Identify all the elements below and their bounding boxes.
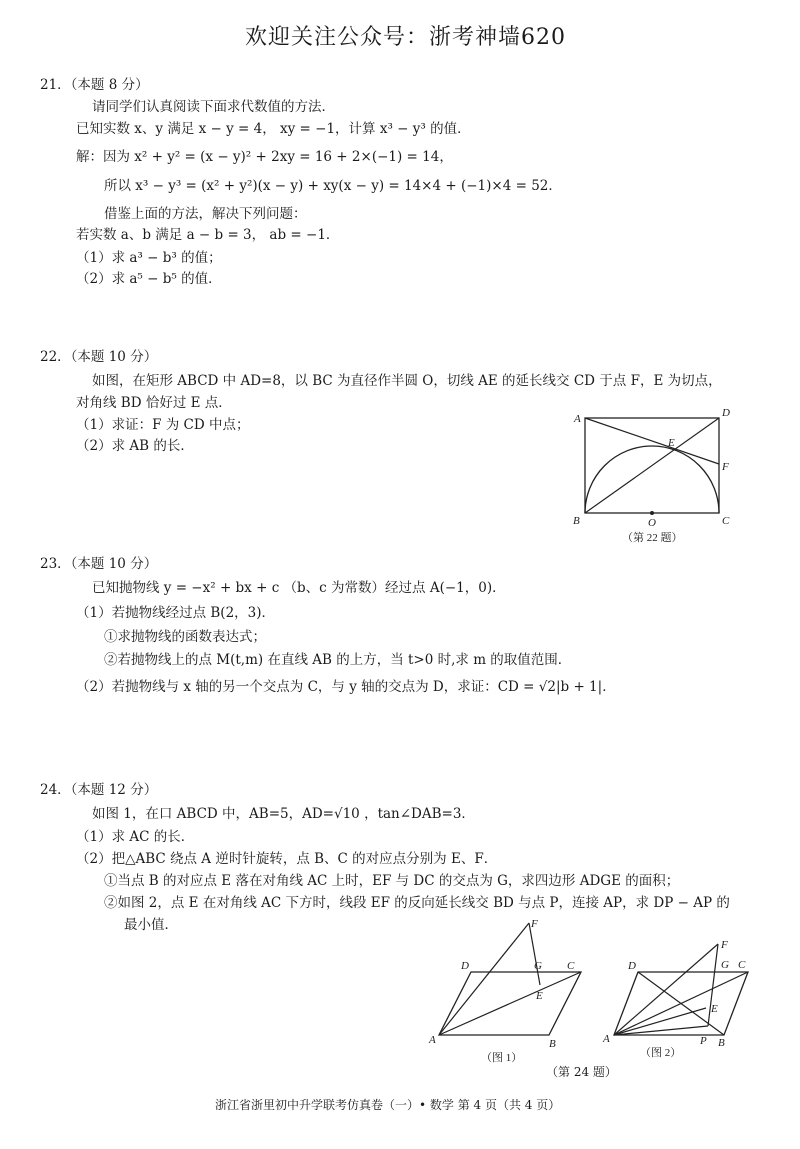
semicircle-o — [585, 446, 719, 513]
q24-caption: （第 24 题） — [546, 1065, 617, 1079]
label-c: C — [722, 515, 730, 527]
page-header: 欢迎关注公众号：浙考神墙620 — [245, 25, 566, 50]
q21-solution-1: 解：因为 x² + y² = (x − y)² + 2xy = 16 + 2×(−1) = 14， — [76, 149, 453, 165]
q23-line-1: 已知抛物线 y = −x² + bx + c （b、c 为常数）经过点 A(−1，0)． — [92, 580, 506, 596]
label-e: E — [536, 990, 543, 1002]
label-f: F — [722, 461, 729, 473]
page-footer: 浙江省浙里初中升学联考仿真卷（一）• 数学 第 4 页（共 4 页） — [215, 1098, 561, 1112]
segment-af — [439, 923, 529, 1035]
label-g: G — [534, 960, 542, 972]
q24-line-1: 如图 1，在口 ABCD 中，AB=5，AD=√10 ，tan∠DAB=3． — [92, 806, 475, 822]
q24-part-2a: ①当点 B 的对应点 E 落在对角线 AC 上时，EF 与 DC 的交点为 G，求四边形 ADGE 的面积； — [104, 873, 680, 889]
label-o: O — [648, 517, 656, 529]
q24-figure-2 — [600, 930, 760, 1065]
q22-part-1: （1）求证：F 为 CD 中点； — [76, 417, 250, 433]
q22-caption: （第 22 题） — [622, 532, 683, 544]
label-a: A — [429, 1034, 436, 1046]
segment-fe — [529, 923, 540, 985]
label-e: E — [668, 437, 675, 449]
label-f: F — [721, 939, 728, 951]
label-d: D — [461, 960, 469, 972]
label-d: D — [722, 407, 730, 419]
q24-part-2: （2）把△ABC 绕点 A 逆时针旋转，点 B、C 的对应点分别为 E、F． — [76, 851, 498, 867]
q22-line-1: 如图，在矩形 ABCD 中 AD=8，以 BC 为直径作半圆 O，切线 AE 的延长线交 CD 于点 F，E 为切点， — [92, 373, 722, 389]
label-b: B — [718, 1037, 725, 1049]
q23-part-1b: ②若抛物线上的点 M(t,m) 在直线 AB 的上方，当 t>0 时,求 m 的取值范围． — [104, 652, 572, 668]
q22-figure — [570, 400, 740, 548]
q23-heading: 23．（本题 10 分） — [40, 556, 158, 572]
q22-line-2: 对角线 BD 恰好过 E 点． — [76, 395, 232, 411]
label-b: B — [549, 1038, 556, 1050]
q24-figure-1 — [425, 915, 595, 1065]
q21-reference: 借鉴上面的方法，解决下列问题： — [104, 206, 307, 222]
label-a: A — [603, 1033, 610, 1045]
label-c: C — [567, 960, 575, 972]
q24-part-2b: ②如图 2，点 E 在对角线 AC 下方时，线段 EF 的反向延长线交 BD 与点 P，连接 AP，求 DP − AP 的 — [104, 895, 730, 911]
q24-part-2b-cont: 最小值． — [124, 917, 178, 933]
q23-part-1: （1）若抛物线经过点 B(2，3)． — [76, 605, 276, 621]
tangent-af — [585, 418, 719, 464]
q21-intro: 请同学们认真阅读下面求代数值的方法． — [92, 99, 335, 115]
q24-fig2-caption: （图 2） — [640, 1047, 682, 1059]
label-f: F — [531, 918, 538, 930]
q21-part-1: （1）求 a³ − b³ 的值； — [76, 250, 222, 266]
q21-given: 已知实数 x、y 满足 x − y = 4， xy = −1，计算 x³ − y³ 的值． — [76, 121, 471, 137]
label-c: C — [738, 959, 746, 971]
q23-part-2: （2）若抛物线与 x 轴的另一个交点为 C，与 y 轴的交点为 D，求证：CD = √2|b + 1|． — [76, 679, 616, 695]
center-o — [650, 511, 654, 515]
q24-part-1: （1）求 AC 的长． — [76, 829, 195, 845]
label-p: P — [700, 1035, 707, 1047]
label-d: D — [628, 960, 636, 972]
q21-solution-2: 所以 x³ − y³ = (x² + y²)(x − y) + xy(x − y) = 14×4 + (−1)×4 = 52． — [104, 178, 562, 194]
q21-part-2: （2）求 a⁵ − b⁵ 的值． — [76, 271, 222, 287]
q21-heading: 21．（本题 8 分） — [40, 77, 149, 93]
label-a: A — [574, 413, 581, 425]
q23-part-1a: ①求抛物线的函数表达式； — [104, 629, 266, 645]
q22-part-2: （2）求 AB 的长． — [76, 438, 194, 454]
q24-heading: 24．（本题 12 分） — [40, 782, 158, 798]
segment-af — [614, 944, 718, 1035]
q24-fig1-caption: （图 1） — [481, 1052, 523, 1064]
diagonal-ac — [439, 972, 581, 1035]
q22-heading: 22．（本题 10 分） — [40, 349, 158, 365]
label-g: G — [721, 959, 729, 971]
q21-condition: 若实数 a、b 满足 a − b = 3， ab = −1． — [76, 227, 340, 243]
label-b: B — [573, 515, 580, 527]
label-e: E — [711, 1003, 718, 1015]
